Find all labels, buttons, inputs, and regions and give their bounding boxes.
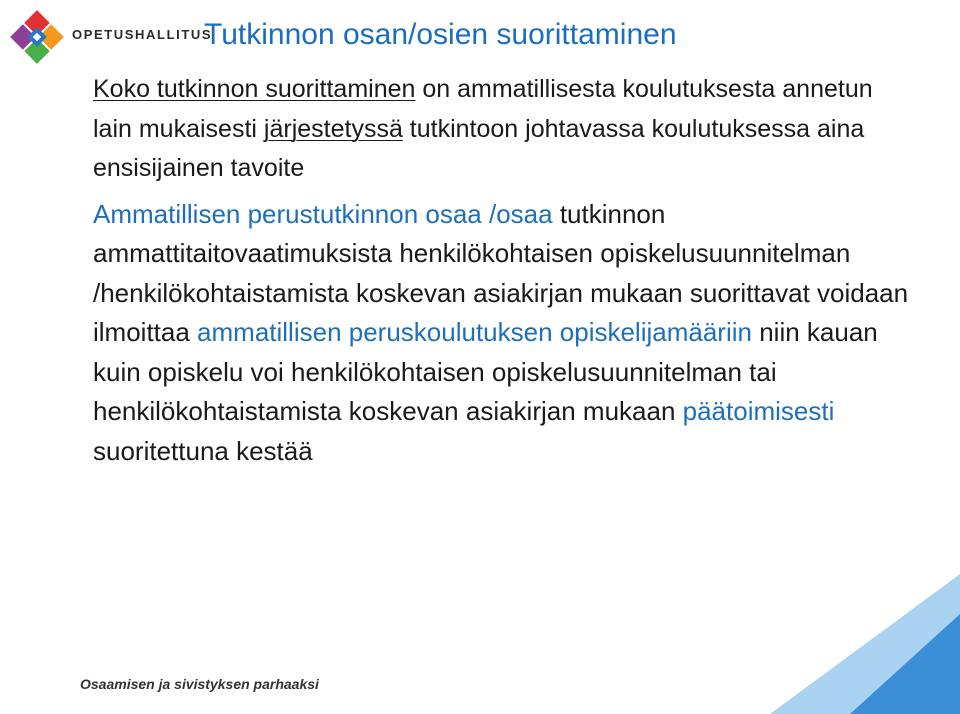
corner-decoration <box>700 574 960 714</box>
underlined-phrase-2: järjestetyssä <box>263 114 403 143</box>
slide-content <box>93 70 913 471</box>
highlight-phrase-2: ammatillisen peruskoulutuksen opiskelijamääriin <box>197 317 752 347</box>
paragraph-2 <box>93 195 913 472</box>
underlined-phrase-1: Koko tutkinnon suorittaminen <box>93 75 416 103</box>
org-name: OPETUSHALLITUS <box>72 27 213 42</box>
paragraph-2-text-2: niin kauan kuin opiskelu voi henkilökohtaisen opiskelusuunnitelman tai henkilökohtaistamista koskevan asiakirjan mukaan <box>93 317 878 426</box>
paragraph-2-text-1: tutkinnon ammattitaitovaatimuksista henkilökohtaisen opiskelusuunnitelman /henkilökohtaistamista koskevan asiakirjan mukaan suorittavat voidaan ilmoittaa <box>93 198 909 347</box>
paragraph-1-text-1: on ammatillisesta koulutuksesta annetun lain mukaisesti <box>93 75 873 143</box>
paragraph-2-text-3: suoritettuna kestää <box>93 435 313 466</box>
page-title: Tutkinnon osan/osien suorittaminen <box>204 18 677 51</box>
footer-slogan: Osaamisen ja sivistyksen parhaaksi <box>80 676 319 692</box>
paragraph-1 <box>93 70 913 189</box>
highlight-phrase-1: Ammatillisen perustutkinnon osaa /osaa <box>93 198 553 229</box>
paragraph-1-text-2: tutkintoon johtavassa koulutuksessa aina ensisijainen tavoite <box>93 114 865 182</box>
opetushallitus-diamond-logo-icon <box>8 8 66 66</box>
highlight-phrase-3: päätoimisesti <box>682 396 835 426</box>
